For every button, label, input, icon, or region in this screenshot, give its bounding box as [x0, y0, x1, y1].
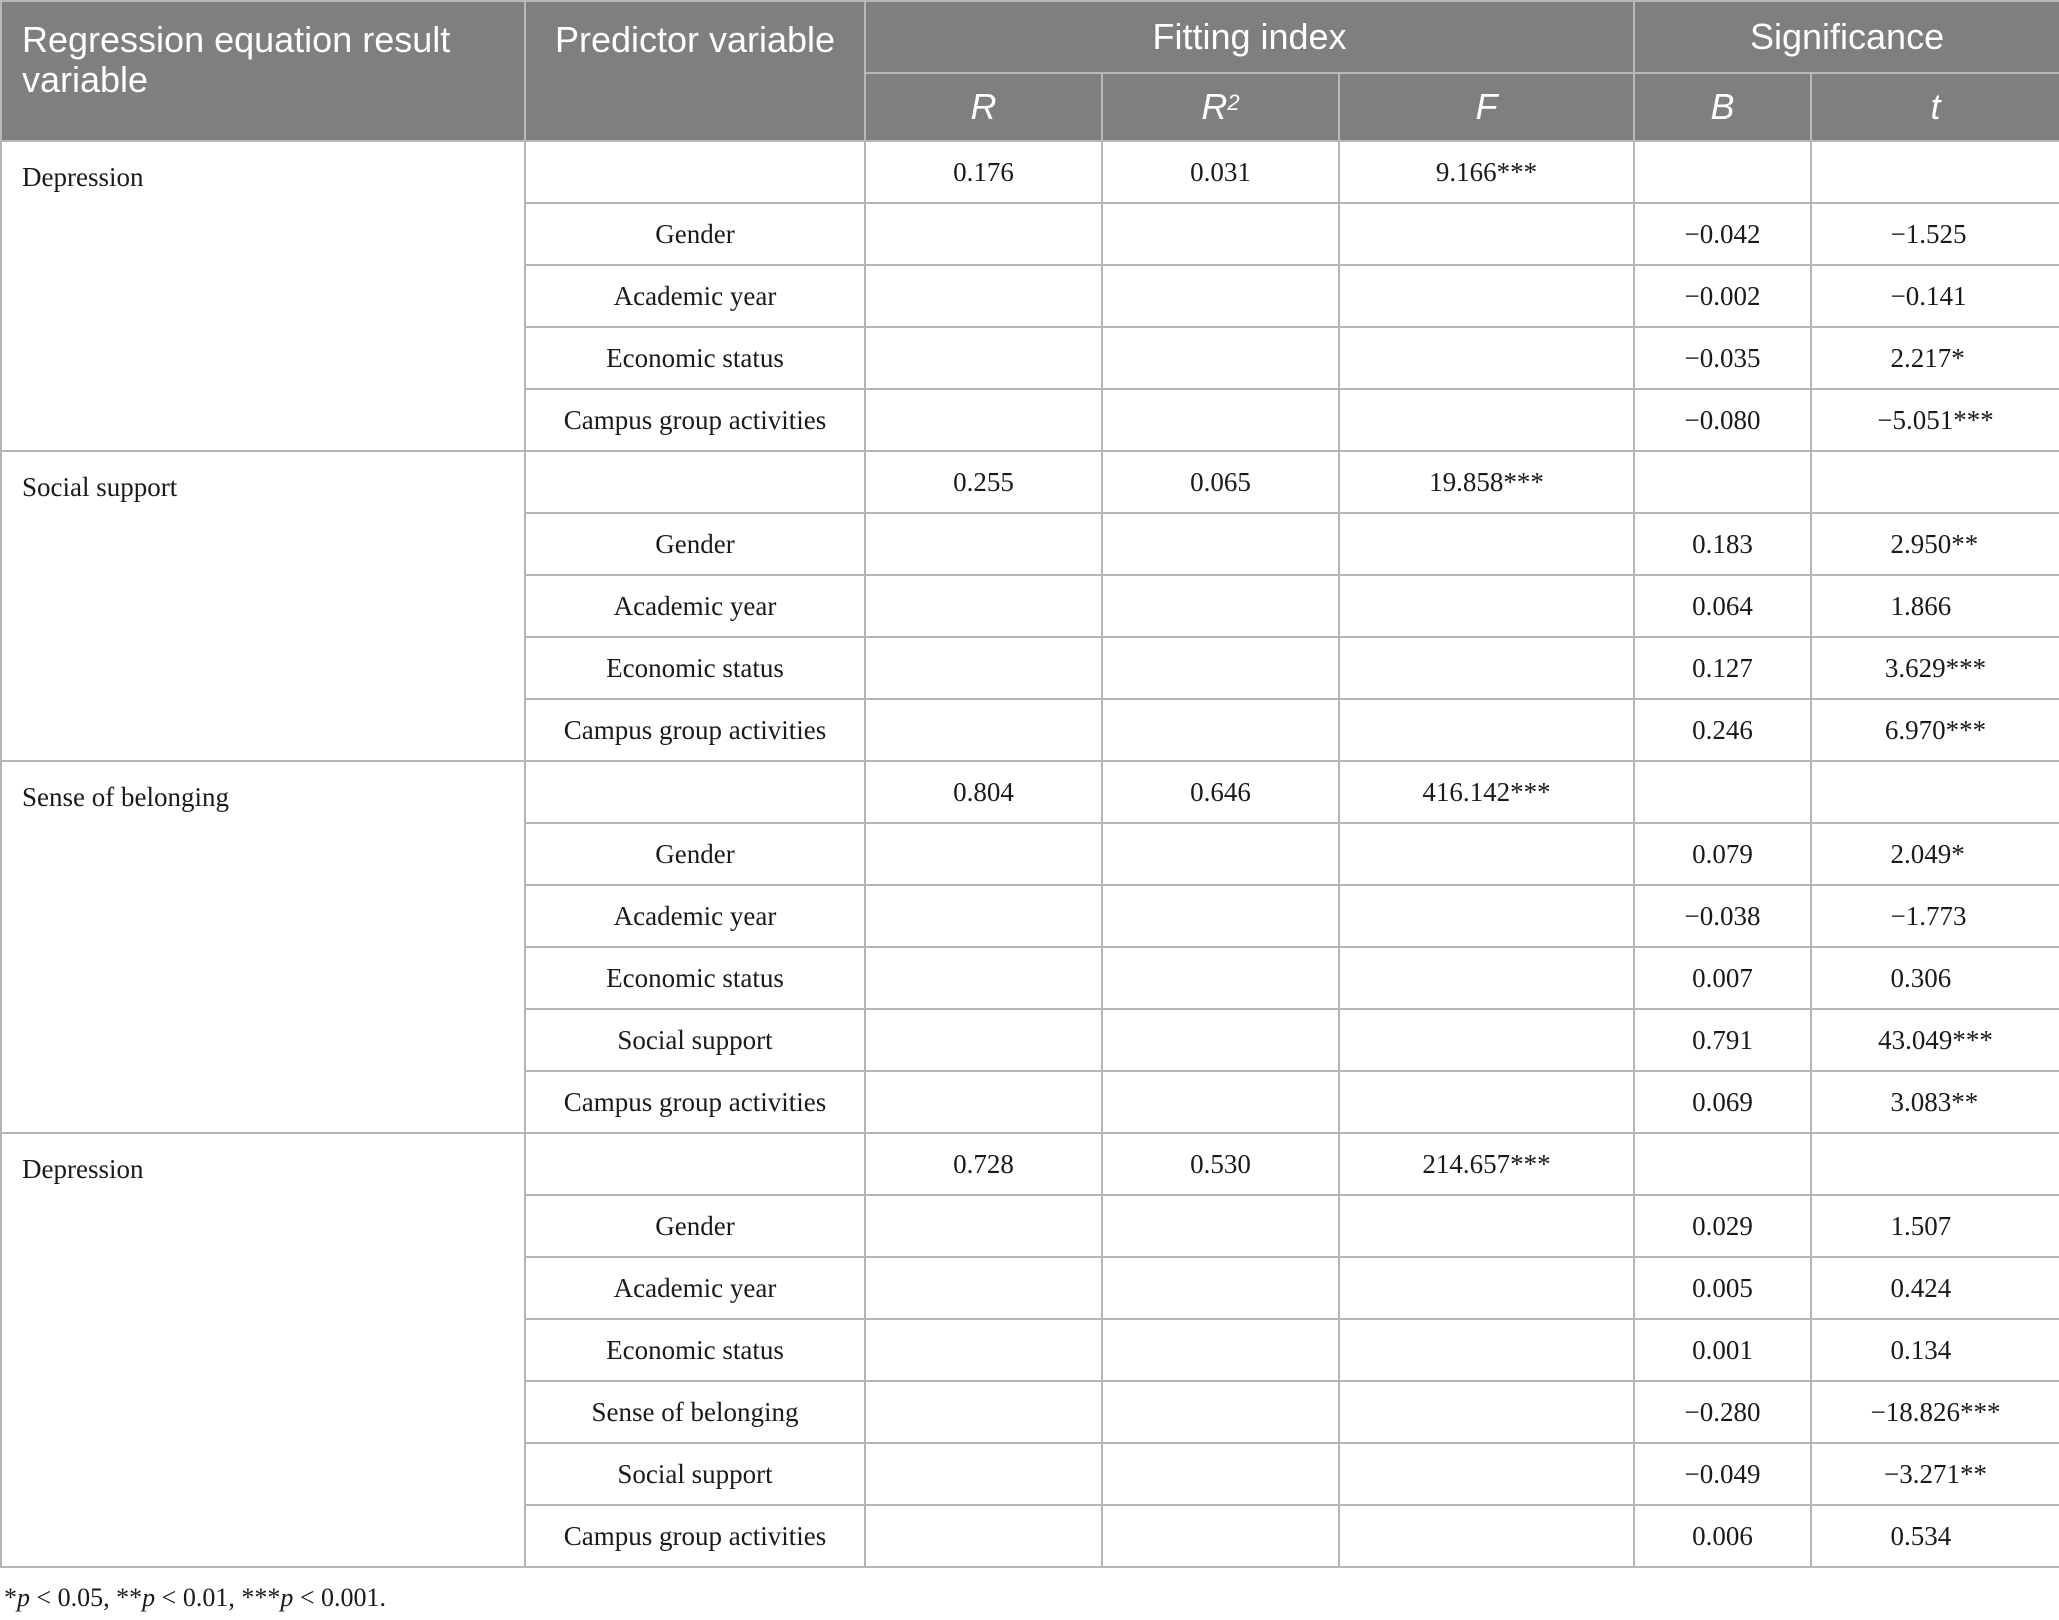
r-squared-cell: [1102, 513, 1339, 575]
predictor-cell: Campus group activities: [525, 1071, 865, 1133]
b-cell: [1634, 761, 1811, 823]
r-cell: [865, 265, 1102, 327]
t-cell: [1811, 575, 2059, 637]
f-cell: [1339, 823, 1634, 885]
t-cell: [1811, 1381, 2059, 1443]
r-squared-cell: [1102, 1257, 1339, 1319]
table-body: [1, 141, 2059, 1567]
t-cell: [1811, 1195, 2059, 1257]
predictor-cell: Campus group activities: [525, 1505, 865, 1567]
predictor-cell: Gender: [525, 203, 865, 265]
predictor-cell: Economic status: [525, 637, 865, 699]
b-cell: 0.029: [1634, 1195, 1811, 1257]
f-cell: [1339, 637, 1634, 699]
t-cell: [1811, 203, 2059, 265]
r-squared-cell: [1102, 1443, 1339, 1505]
t-cell: [1811, 1071, 2059, 1133]
t-cell: [1811, 141, 2059, 203]
t-cell: [1811, 389, 2059, 451]
r-cell: [865, 203, 1102, 265]
predictor-cell: Campus group activities: [525, 389, 865, 451]
b-cell: [1634, 141, 1811, 203]
t-value: −5.051***: [1877, 404, 1994, 435]
r-cell: 0.728: [865, 1133, 1102, 1195]
t-value: 0.424: [1890, 1272, 1952, 1303]
t-value: 2.217*: [1890, 342, 1965, 373]
b-cell: −0.280: [1634, 1381, 1811, 1443]
t-cell: [1811, 513, 2059, 575]
f-cell: [1339, 265, 1634, 327]
r-cell: [865, 1381, 1102, 1443]
b-cell: −0.002: [1634, 265, 1811, 327]
r-cell: [865, 1071, 1102, 1133]
r-cell: [865, 699, 1102, 761]
t-value: −18.826***: [1870, 1396, 2001, 1427]
header-predictor-variable: Predictor variable: [525, 1, 865, 141]
b-cell: −0.038: [1634, 885, 1811, 947]
table-row: [1, 761, 2059, 823]
r-cell: [865, 885, 1102, 947]
outcome-cell: Social support: [1, 451, 525, 761]
r-squared-cell: [1102, 637, 1339, 699]
t-value: 6.970***: [1884, 714, 1987, 745]
b-cell: 0.005: [1634, 1257, 1811, 1319]
f-cell: [1339, 141, 1634, 203]
r-cell: 0.176: [865, 141, 1102, 203]
header-t: t: [1811, 73, 2059, 141]
f-cell: [1339, 1009, 1634, 1071]
outcome-cell: Sense of belonging: [1, 761, 525, 1133]
t-cell: [1811, 265, 2059, 327]
r-cell: [865, 1009, 1102, 1071]
predictor-cell: Economic status: [525, 327, 865, 389]
predictor-cell: Social support: [525, 1009, 865, 1071]
predictor-cell: [525, 141, 865, 203]
t-cell: [1811, 761, 2059, 823]
f-cell: [1339, 1257, 1634, 1319]
t-value: 1.866: [1890, 590, 1952, 621]
header-f: F: [1339, 73, 1634, 141]
t-value: −0.141: [1890, 280, 1967, 311]
b-cell: 0.791: [1634, 1009, 1811, 1071]
r-squared-cell: [1102, 1319, 1339, 1381]
b-cell: −0.042: [1634, 203, 1811, 265]
r-squared-cell: [1102, 1071, 1339, 1133]
r-cell: [865, 1257, 1102, 1319]
r-cell: [865, 1443, 1102, 1505]
predictor-cell: [525, 451, 865, 513]
header-outcome-variable: Regression equation result variable: [1, 1, 525, 141]
t-value: −1.525: [1890, 218, 1967, 249]
t-value: 2.049*: [1890, 838, 1965, 869]
predictor-cell: Gender: [525, 1195, 865, 1257]
r-squared-cell: [1102, 885, 1339, 947]
f-cell: [1339, 513, 1634, 575]
t-cell: [1811, 1319, 2059, 1381]
footnote: *p < 0.05, **p < 0.01, ***p < 0.001.: [4, 1583, 387, 1612]
r-squared-cell: [1102, 1195, 1339, 1257]
predictor-cell: [525, 1133, 865, 1195]
t-cell: [1811, 947, 2059, 1009]
r-cell: [865, 1505, 1102, 1567]
f-cell: [1339, 451, 1634, 513]
r-cell: [865, 637, 1102, 699]
t-value: 2.950**: [1890, 528, 1979, 559]
r-cell: 0.804: [865, 761, 1102, 823]
t-cell: [1811, 451, 2059, 513]
table-row: [1, 141, 2059, 203]
t-cell: [1811, 1443, 2059, 1505]
table-row: [1, 451, 2059, 513]
b-cell: 0.079: [1634, 823, 1811, 885]
predictor-cell: [525, 761, 865, 823]
b-cell: −0.049: [1634, 1443, 1811, 1505]
r-squared-cell: [1102, 699, 1339, 761]
header-b: B: [1634, 73, 1811, 141]
t-value: −1.773: [1890, 900, 1967, 931]
r-cell: [865, 823, 1102, 885]
predictor-cell: Campus group activities: [525, 699, 865, 761]
t-cell: [1811, 1257, 2059, 1319]
f-cell: [1339, 203, 1634, 265]
header-r-squared-sup: 2: [1227, 90, 1240, 115]
header-r-squared-base: R: [1201, 86, 1228, 127]
f-cell: [1339, 575, 1634, 637]
t-value: 43.049***: [1878, 1024, 1993, 1055]
t-cell: [1811, 1505, 2059, 1567]
r-squared-cell: [1102, 1381, 1339, 1443]
predictor-cell: Gender: [525, 513, 865, 575]
r-squared-cell: [1102, 1505, 1339, 1567]
r-squared-cell: [1102, 389, 1339, 451]
f-cell: [1339, 389, 1634, 451]
t-value: 3.629***: [1884, 652, 1987, 683]
r-cell: [865, 947, 1102, 1009]
table-header: [1, 1, 2059, 141]
b-cell: [1634, 451, 1811, 513]
t-value: 1.507: [1890, 1210, 1952, 1241]
t-value: 3.083**: [1890, 1086, 1979, 1117]
header-r-squared: [1102, 73, 1339, 141]
f-cell: [1339, 1133, 1634, 1195]
r-cell: 0.255: [865, 451, 1102, 513]
b-cell: 0.064: [1634, 575, 1811, 637]
t-cell: [1811, 823, 2059, 885]
f-cell: [1339, 1071, 1634, 1133]
f-cell: [1339, 761, 1634, 823]
b-cell: 0.183: [1634, 513, 1811, 575]
r-cell: [865, 575, 1102, 637]
r-squared-cell: [1102, 265, 1339, 327]
r-squared-cell: [1102, 823, 1339, 885]
header-r: R: [865, 73, 1102, 141]
t-cell: [1811, 699, 2059, 761]
outcome-cell: Depression: [1, 1133, 525, 1567]
t-value: −3.271**: [1884, 1458, 1988, 1489]
outcome-cell: Depression: [1, 141, 525, 451]
r-squared-cell: 0.646: [1102, 761, 1339, 823]
b-cell: 0.007: [1634, 947, 1811, 1009]
t-cell: [1811, 1133, 2059, 1195]
f-value: 416.142***: [1422, 776, 1551, 807]
t-value: 0.534: [1890, 1520, 1952, 1551]
r-squared-cell: 0.065: [1102, 451, 1339, 513]
b-cell: 0.001: [1634, 1319, 1811, 1381]
f-cell: [1339, 947, 1634, 1009]
predictor-cell: Sense of belonging: [525, 1381, 865, 1443]
f-cell: [1339, 1195, 1634, 1257]
b-cell: −0.080: [1634, 389, 1811, 451]
r-squared-cell: [1102, 575, 1339, 637]
b-cell: [1634, 1133, 1811, 1195]
predictor-cell: Academic year: [525, 1257, 865, 1319]
r-squared-cell: [1102, 947, 1339, 1009]
predictor-cell: Academic year: [525, 575, 865, 637]
t-cell: [1811, 637, 2059, 699]
predictor-cell: Social support: [525, 1443, 865, 1505]
t-cell: [1811, 885, 2059, 947]
predictor-cell: Gender: [525, 823, 865, 885]
r-squared-cell: 0.031: [1102, 141, 1339, 203]
f-value: 19.858***: [1429, 466, 1544, 497]
r-cell: [865, 513, 1102, 575]
f-cell: [1339, 1443, 1634, 1505]
t-value: 0.306: [1890, 962, 1952, 993]
f-cell: [1339, 1381, 1634, 1443]
f-cell: [1339, 327, 1634, 389]
header-fitting-index: Fitting index: [865, 1, 1634, 73]
predictor-cell: Economic status: [525, 1319, 865, 1381]
r-cell: [865, 327, 1102, 389]
r-cell: [865, 1319, 1102, 1381]
predictor-cell: Academic year: [525, 265, 865, 327]
f-value: 9.166***: [1435, 156, 1538, 187]
b-cell: 0.127: [1634, 637, 1811, 699]
t-value: 0.134: [1890, 1334, 1952, 1365]
f-cell: [1339, 699, 1634, 761]
predictor-cell: Academic year: [525, 885, 865, 947]
f-cell: [1339, 1505, 1634, 1567]
r-cell: [865, 1195, 1102, 1257]
b-cell: 0.246: [1634, 699, 1811, 761]
header-significance: Significance: [1634, 1, 2059, 73]
r-squared-cell: [1102, 327, 1339, 389]
r-cell: [865, 389, 1102, 451]
f-cell: [1339, 1319, 1634, 1381]
table-row: [1, 1133, 2059, 1195]
t-cell: [1811, 327, 2059, 389]
t-cell: [1811, 1009, 2059, 1071]
f-cell: [1339, 885, 1634, 947]
b-cell: −0.035: [1634, 327, 1811, 389]
f-value: 214.657***: [1422, 1148, 1551, 1179]
r-squared-cell: [1102, 1009, 1339, 1071]
b-cell: 0.006: [1634, 1505, 1811, 1567]
r-squared-cell: [1102, 203, 1339, 265]
r-squared-cell: 0.530: [1102, 1133, 1339, 1195]
predictor-cell: Economic status: [525, 947, 865, 1009]
b-cell: 0.069: [1634, 1071, 1811, 1133]
